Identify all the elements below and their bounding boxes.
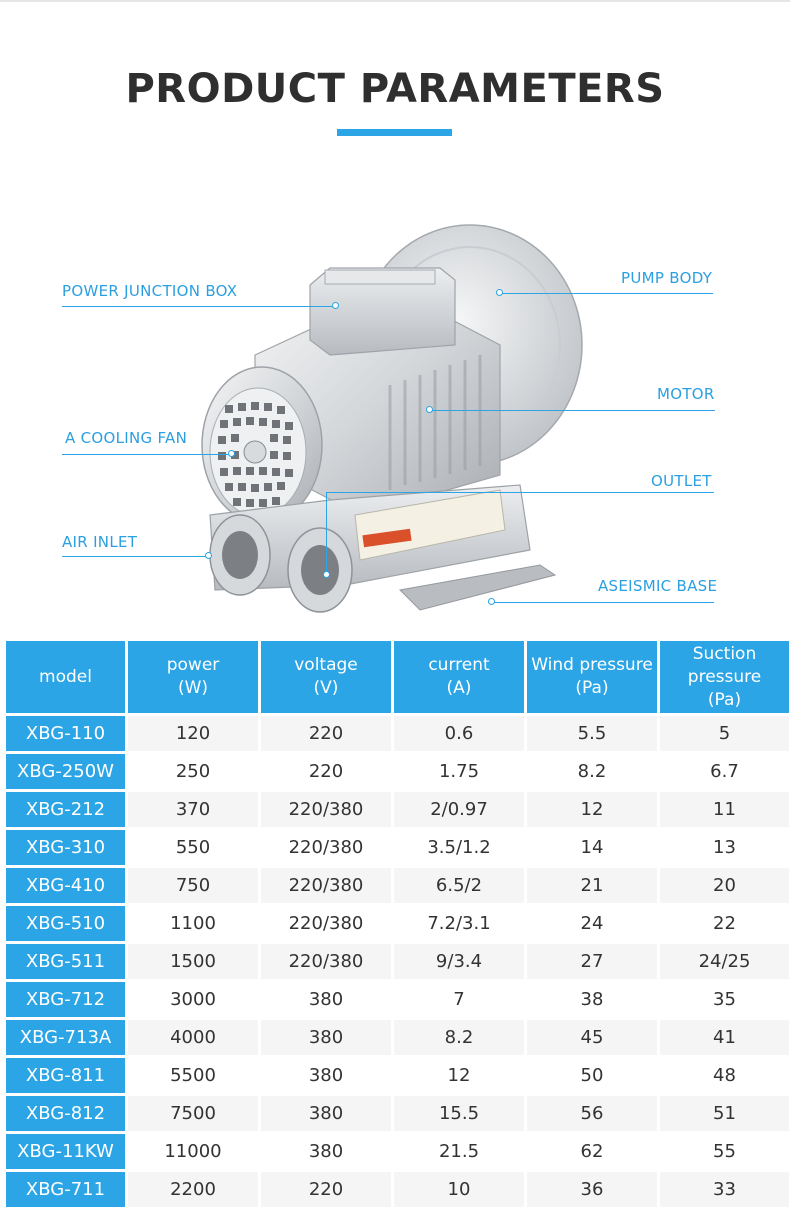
cell-model: XBG-110	[6, 716, 125, 751]
leader-dot	[323, 571, 330, 578]
table-row	[6, 1020, 789, 1055]
table-row	[6, 1096, 789, 1131]
cell-wind-pressure: 8.2	[527, 754, 657, 789]
cell-voltage: 220/380	[261, 830, 391, 865]
page-title: PRODUCT PARAMETERS	[125, 66, 665, 112]
cell-model: XBG-511	[6, 944, 125, 979]
cell-current: 15.5	[394, 1096, 524, 1131]
cell-model: XBG-812	[6, 1096, 125, 1131]
cell-suction-pressure: 20	[660, 868, 789, 903]
cell-power: 120	[128, 716, 258, 751]
table-row	[6, 716, 789, 751]
table-body	[6, 716, 789, 1207]
cell-wind-pressure: 12	[527, 792, 657, 827]
leader-line	[500, 293, 713, 294]
cell-wind-pressure: 38	[527, 982, 657, 1017]
cell-current: 21.5	[394, 1134, 524, 1169]
cell-model: XBG-410	[6, 868, 125, 903]
cell-wind-pressure: 56	[527, 1096, 657, 1131]
header-power: power (W)	[128, 641, 258, 713]
cell-model: XBG-811	[6, 1058, 125, 1093]
callout-cooling-fan: A COOLING FAN	[65, 429, 188, 447]
cell-suction-pressure: 55	[660, 1134, 789, 1169]
cell-power: 7500	[128, 1096, 258, 1131]
cell-suction-pressure: 51	[660, 1096, 789, 1131]
cell-voltage: 220/380	[261, 906, 391, 941]
cell-suction-pressure: 33	[660, 1172, 789, 1207]
cell-suction-pressure: 48	[660, 1058, 789, 1093]
cell-wind-pressure: 21	[527, 868, 657, 903]
callout-motor: MOTOR	[657, 385, 715, 403]
leader-line	[62, 454, 232, 455]
cell-voltage: 220/380	[261, 792, 391, 827]
cell-wind-pressure: 36	[527, 1172, 657, 1207]
cell-power: 11000	[128, 1134, 258, 1169]
cell-suction-pressure: 24/25	[660, 944, 789, 979]
cell-current: 7	[394, 982, 524, 1017]
table-row	[6, 792, 789, 827]
cell-voltage: 220/380	[261, 868, 391, 903]
cell-power: 250	[128, 754, 258, 789]
header-suction-pressure: Suction pressure (Pa)	[660, 641, 789, 713]
table-row	[6, 1134, 789, 1169]
leader-dot	[332, 302, 339, 309]
cell-voltage: 380	[261, 1134, 391, 1169]
callout-aseismic-base: ASEISMIC BASE	[598, 577, 718, 595]
leader-line	[326, 492, 714, 493]
cell-current: 10	[394, 1172, 524, 1207]
cell-voltage: 380	[261, 982, 391, 1017]
cell-model: XBG-11KW	[6, 1134, 125, 1169]
cell-voltage: 380	[261, 1058, 391, 1093]
cell-current: 6.5/2	[394, 868, 524, 903]
cell-current: 3.5/1.2	[394, 830, 524, 865]
leader-line	[62, 556, 208, 557]
cell-suction-pressure: 13	[660, 830, 789, 865]
cell-model: XBG-310	[6, 830, 125, 865]
leader-dot	[496, 289, 503, 296]
table-row	[6, 944, 789, 979]
header-current: current (A)	[394, 641, 524, 713]
cell-model: XBG-711	[6, 1172, 125, 1207]
cell-power: 750	[128, 868, 258, 903]
parameters-table	[3, 638, 790, 1210]
cell-suction-pressure: 11	[660, 792, 789, 827]
cell-voltage: 220	[261, 754, 391, 789]
cell-wind-pressure: 5.5	[527, 716, 657, 751]
cell-suction-pressure: 35	[660, 982, 789, 1017]
cell-wind-pressure: 45	[527, 1020, 657, 1055]
leader-line-vertical	[326, 492, 327, 574]
cell-wind-pressure: 24	[527, 906, 657, 941]
table-row	[6, 868, 789, 903]
cell-power: 5500	[128, 1058, 258, 1093]
title-underline	[337, 129, 452, 136]
cell-wind-pressure: 27	[527, 944, 657, 979]
callout-power-junction-box: POWER JUNCTION BOX	[62, 282, 238, 300]
leader-dot	[488, 598, 495, 605]
callout-outlet: OUTLET	[651, 472, 712, 490]
header-model: model	[6, 641, 125, 713]
cell-power: 550	[128, 830, 258, 865]
cell-voltage: 380	[261, 1020, 391, 1055]
cell-model: XBG-250W	[6, 754, 125, 789]
table-row	[6, 1058, 789, 1093]
cell-power: 1500	[128, 944, 258, 979]
cell-wind-pressure: 50	[527, 1058, 657, 1093]
cell-model: XBG-713A	[6, 1020, 125, 1055]
cell-current: 12	[394, 1058, 524, 1093]
callout-pump-body: PUMP BODY	[621, 269, 713, 287]
cell-suction-pressure: 41	[660, 1020, 789, 1055]
cell-voltage: 220	[261, 716, 391, 751]
cell-voltage: 380	[261, 1096, 391, 1131]
cell-model: XBG-212	[6, 792, 125, 827]
cell-current: 2/0.97	[394, 792, 524, 827]
cell-power: 2200	[128, 1172, 258, 1207]
table-row	[6, 982, 789, 1017]
leader-dot	[205, 552, 212, 559]
cell-power: 1100	[128, 906, 258, 941]
leader-line	[492, 602, 714, 603]
cell-voltage: 220/380	[261, 944, 391, 979]
cell-power: 4000	[128, 1020, 258, 1055]
callout-air-inlet: AIR INLET	[62, 533, 138, 551]
table-row	[6, 1172, 789, 1207]
table-header-row	[6, 641, 789, 713]
cell-wind-pressure: 62	[527, 1134, 657, 1169]
cell-current: 1.75	[394, 754, 524, 789]
cell-voltage: 220	[261, 1172, 391, 1207]
table-row	[6, 754, 789, 789]
top-divider	[0, 0, 790, 2]
leader-line	[430, 410, 715, 411]
cell-wind-pressure: 14	[527, 830, 657, 865]
cell-current: 8.2	[394, 1020, 524, 1055]
cell-current: 7.2/3.1	[394, 906, 524, 941]
leader-dot	[426, 406, 433, 413]
cell-suction-pressure: 22	[660, 906, 789, 941]
leader-line	[62, 306, 334, 307]
cell-current: 9/3.4	[394, 944, 524, 979]
header-voltage: voltage (V)	[261, 641, 391, 713]
table-row	[6, 830, 789, 865]
cell-model: XBG-712	[6, 982, 125, 1017]
cell-power: 370	[128, 792, 258, 827]
cell-model: XBG-510	[6, 906, 125, 941]
cell-current: 0.6	[394, 716, 524, 751]
header-wind-pressure: Wind pressure (Pa)	[527, 641, 657, 713]
cell-suction-pressure: 5	[660, 716, 789, 751]
table-row	[6, 906, 789, 941]
cell-suction-pressure: 6.7	[660, 754, 789, 789]
cell-power: 3000	[128, 982, 258, 1017]
product-diagram	[0, 170, 790, 635]
leader-dot	[228, 450, 235, 457]
